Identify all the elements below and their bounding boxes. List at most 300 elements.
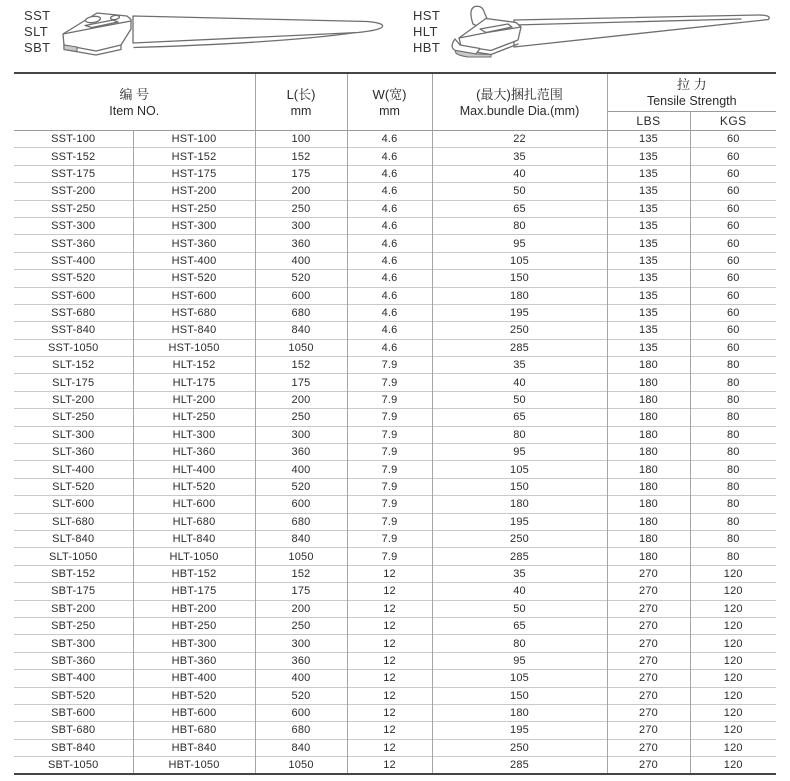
table-cell: HBT-175 (133, 583, 255, 600)
table-cell: SLT-1050 (14, 548, 133, 565)
product-code-labels-left (24, 8, 50, 56)
table-cell: SBT-175 (14, 583, 133, 600)
table-cell: 180 (607, 530, 690, 547)
table-cell: HLT-360 (133, 444, 255, 461)
table-cell: 270 (607, 617, 690, 634)
table-cell: 120 (690, 583, 776, 600)
table-cell: SBT-680 (14, 722, 133, 739)
table-row (14, 687, 776, 704)
table-cell: 135 (607, 252, 690, 269)
header-lbs: LBS (607, 112, 690, 131)
table-cell: 7.9 (347, 444, 432, 461)
table-cell: 200 (255, 391, 347, 408)
table-cell: SST-400 (14, 252, 133, 269)
table-cell: 12 (347, 565, 432, 582)
table-cell: 7.9 (347, 461, 432, 478)
table-cell: 95 (432, 235, 607, 252)
table-cell: 250 (255, 200, 347, 217)
table-cell: 200 (255, 600, 347, 617)
table-cell: 80 (432, 635, 607, 652)
table-cell: 22 (432, 131, 607, 148)
table-cell: HST-600 (133, 287, 255, 304)
table-cell: SST-520 (14, 270, 133, 287)
table-cell: 270 (607, 687, 690, 704)
table-cell: SLT-400 (14, 461, 133, 478)
table-cell: 135 (607, 131, 690, 148)
table-cell: 180 (607, 496, 690, 513)
table-cell: 1050 (255, 757, 347, 775)
table-cell: 180 (607, 426, 690, 443)
table-cell: 60 (690, 148, 776, 165)
table-cell: 50 (432, 183, 607, 200)
table-cell: SST-360 (14, 235, 133, 252)
table-cell: 180 (432, 287, 607, 304)
product-code-labels-right (413, 8, 440, 56)
table-cell: SBT-840 (14, 739, 133, 756)
table-cell: 180 (607, 461, 690, 478)
table-cell: 135 (607, 165, 690, 182)
table-cell: 120 (690, 757, 776, 775)
table-cell: 135 (607, 287, 690, 304)
table-cell: 12 (347, 757, 432, 775)
table-cell: 120 (690, 687, 776, 704)
table-cell: HST-400 (133, 252, 255, 269)
table-cell: HLT-400 (133, 461, 255, 478)
table-cell: 400 (255, 461, 347, 478)
table-row (14, 339, 776, 356)
table-cell: 270 (607, 565, 690, 582)
header-max-bundle-dia: (最大)捆扎范围 Max.bundle Dia.(mm) (432, 73, 607, 131)
table-cell: 7.9 (347, 426, 432, 443)
table-cell: 180 (607, 444, 690, 461)
table-cell: 360 (255, 444, 347, 461)
table-row (14, 757, 776, 775)
table-cell: 50 (432, 600, 607, 617)
table-cell: 7.9 (347, 357, 432, 374)
table-cell: 60 (690, 322, 776, 339)
table-cell: 7.9 (347, 374, 432, 391)
table-cell: 120 (690, 722, 776, 739)
table-cell: 4.6 (347, 287, 432, 304)
table-cell: 80 (690, 426, 776, 443)
table-cell: 95 (432, 444, 607, 461)
table-cell: SST-680 (14, 304, 133, 321)
table-cell: 40 (432, 374, 607, 391)
table-cell: 135 (607, 270, 690, 287)
table-cell: 40 (432, 165, 607, 182)
table-cell: HST-1050 (133, 339, 255, 356)
table-cell: 35 (432, 357, 607, 374)
table-cell: HLT-300 (133, 426, 255, 443)
table-cell: 120 (690, 565, 776, 582)
table-cell: 100 (255, 131, 347, 148)
table-row (14, 287, 776, 304)
table-cell: HBT-680 (133, 722, 255, 739)
table-cell: SST-840 (14, 322, 133, 339)
table-cell: 285 (432, 339, 607, 356)
table-row (14, 148, 776, 165)
table-cell: 4.6 (347, 183, 432, 200)
table-cell: HLT-600 (133, 496, 255, 513)
header-item-no: 编 号 Item NO. (14, 73, 255, 131)
table-cell: 60 (690, 270, 776, 287)
table-cell: HLT-840 (133, 530, 255, 547)
table-cell: 4.6 (347, 217, 432, 234)
table-row (14, 565, 776, 582)
table-cell: 105 (432, 670, 607, 687)
table-cell: 180 (607, 391, 690, 408)
table-cell: SST-200 (14, 183, 133, 200)
table-cell: 360 (255, 235, 347, 252)
table-cell: 80 (690, 444, 776, 461)
table-cell: 180 (607, 374, 690, 391)
table-cell: HST-175 (133, 165, 255, 182)
table-cell: 135 (607, 339, 690, 356)
table-cell: 12 (347, 583, 432, 600)
table-cell: HLT-1050 (133, 548, 255, 565)
table-row (14, 635, 776, 652)
spec-table (14, 72, 776, 775)
table-cell: 135 (607, 217, 690, 234)
table-row (14, 704, 776, 721)
table-cell: 180 (607, 513, 690, 530)
table-cell: HST-100 (133, 131, 255, 148)
table-cell: 80 (690, 513, 776, 530)
table-cell: 80 (690, 357, 776, 374)
table-cell: 840 (255, 322, 347, 339)
table-cell: HLT-175 (133, 374, 255, 391)
table-cell: 60 (690, 183, 776, 200)
table-cell: 250 (432, 739, 607, 756)
table-cell: SBT-300 (14, 635, 133, 652)
table-cell: 120 (690, 617, 776, 634)
table-cell: 65 (432, 200, 607, 217)
table-row (14, 496, 776, 513)
table-cell: 80 (690, 548, 776, 565)
table-cell: 150 (432, 478, 607, 495)
table-cell: HST-250 (133, 200, 255, 217)
table-cell: 65 (432, 409, 607, 426)
table-cell: 60 (690, 252, 776, 269)
table-cell: 7.9 (347, 478, 432, 495)
table-row (14, 409, 776, 426)
table-cell: 4.6 (347, 252, 432, 269)
table-cell: 40 (432, 583, 607, 600)
table-cell: 105 (432, 252, 607, 269)
table-cell: HBT-400 (133, 670, 255, 687)
table-cell: 180 (432, 704, 607, 721)
table-cell: 270 (607, 670, 690, 687)
table-cell: 120 (690, 704, 776, 721)
table-cell: HBT-360 (133, 652, 255, 669)
table-cell: 80 (690, 374, 776, 391)
table-cell: 180 (607, 478, 690, 495)
table-cell: SLT-680 (14, 513, 133, 530)
product-code-label: SLT (24, 24, 49, 39)
table-cell: SBT-250 (14, 617, 133, 634)
table-cell: 60 (690, 200, 776, 217)
table-cell: 600 (255, 496, 347, 513)
table-cell: HBT-840 (133, 739, 255, 756)
table-cell: 180 (607, 357, 690, 374)
table-row (14, 183, 776, 200)
table-cell: SBT-520 (14, 687, 133, 704)
table-row (14, 600, 776, 617)
table-row (14, 270, 776, 287)
table-cell: SBT-1050 (14, 757, 133, 775)
spec-table-header (14, 73, 776, 131)
table-cell: 270 (607, 722, 690, 739)
table-cell: SLT-300 (14, 426, 133, 443)
table-cell: 180 (432, 496, 607, 513)
table-cell: 80 (690, 409, 776, 426)
table-cell: SLT-840 (14, 530, 133, 547)
table-cell: 120 (690, 739, 776, 756)
table-row (14, 461, 776, 478)
table-cell: 60 (690, 217, 776, 234)
table-cell: 600 (255, 704, 347, 721)
table-row (14, 131, 776, 148)
table-cell: HST-200 (133, 183, 255, 200)
product-code-label: SBT (24, 40, 51, 55)
table-cell: HST-840 (133, 322, 255, 339)
table-cell: HBT-200 (133, 600, 255, 617)
spec-table-body (14, 131, 776, 775)
table-row (14, 322, 776, 339)
table-cell: SBT-360 (14, 652, 133, 669)
table-cell: 80 (690, 478, 776, 495)
table-cell: 80 (690, 496, 776, 513)
table-cell: HST-680 (133, 304, 255, 321)
table-cell: 120 (690, 652, 776, 669)
table-cell: 80 (690, 391, 776, 408)
table-cell: 680 (255, 722, 347, 739)
table-cell: 285 (432, 548, 607, 565)
table-cell: 4.6 (347, 165, 432, 182)
table-cell: SLT-175 (14, 374, 133, 391)
table-cell: SST-250 (14, 200, 133, 217)
table-cell: 4.6 (347, 322, 432, 339)
table-cell: 135 (607, 200, 690, 217)
table-cell: 60 (690, 235, 776, 252)
table-cell: 600 (255, 287, 347, 304)
table-cell: 135 (607, 183, 690, 200)
cable-tie-drawing-releasable (446, 2, 790, 64)
table-cell: 270 (607, 652, 690, 669)
table-cell: 7.9 (347, 513, 432, 530)
table-row (14, 426, 776, 443)
table-cell: 135 (607, 322, 690, 339)
table-row (14, 304, 776, 321)
table-cell: HBT-520 (133, 687, 255, 704)
header-length: L(长) mm (255, 73, 347, 131)
table-cell: 50 (432, 391, 607, 408)
table-cell: 12 (347, 704, 432, 721)
table-cell: 12 (347, 670, 432, 687)
table-cell: 120 (690, 635, 776, 652)
table-cell: SLT-360 (14, 444, 133, 461)
table-cell: 12 (347, 652, 432, 669)
table-cell: SST-100 (51, 133, 96, 146)
table-cell: SLT-200 (14, 391, 133, 408)
table-cell: HBT-600 (133, 704, 255, 721)
table-cell: 180 (607, 409, 690, 426)
table-row (14, 235, 776, 252)
table-cell: SBT-200 (14, 600, 133, 617)
table-cell: 12 (347, 687, 432, 704)
table-cell: 35 (432, 148, 607, 165)
table-row (14, 444, 776, 461)
product-code-label: HLT (413, 24, 438, 39)
header-tensile-strength: 拉 力 Tensile Strength (607, 73, 776, 112)
table-cell: 65 (432, 617, 607, 634)
table-cell: HST-152 (133, 148, 255, 165)
table-cell: 4.6 (347, 148, 432, 165)
table-cell: 360 (255, 652, 347, 669)
table-row (14, 583, 776, 600)
table-row (14, 670, 776, 687)
table-cell: HBT-1050 (133, 757, 255, 775)
cable-tie-drawing-ball-lock (55, 2, 400, 64)
table-row (14, 548, 776, 565)
table-row (14, 739, 776, 756)
table-cell: 300 (255, 635, 347, 652)
table-cell: 135 (607, 235, 690, 252)
table-row (14, 374, 776, 391)
table-cell: SLT-600 (14, 496, 133, 513)
table-cell: 400 (255, 252, 347, 269)
table-cell: SBT-400 (14, 670, 133, 687)
table-cell: 300 (255, 217, 347, 234)
table-cell: 175 (255, 374, 347, 391)
table-row (14, 217, 776, 234)
table-cell: HLT-250 (133, 409, 255, 426)
table-cell: 270 (607, 704, 690, 721)
table-cell: 4.6 (347, 131, 432, 148)
table-row (14, 165, 776, 182)
table-cell: 95 (432, 652, 607, 669)
table-cell: 175 (255, 583, 347, 600)
table-cell: 180 (607, 548, 690, 565)
table-cell: 270 (607, 583, 690, 600)
table-cell: 120 (690, 670, 776, 687)
table-row (14, 652, 776, 669)
table-cell: 7.9 (347, 496, 432, 513)
table-cell: 12 (347, 635, 432, 652)
table-cell: HLT-520 (133, 478, 255, 495)
table-cell: 152 (255, 357, 347, 374)
table-cell: 300 (255, 426, 347, 443)
table-cell: HBT-250 (133, 617, 255, 634)
table-cell: 250 (255, 409, 347, 426)
table-cell: SLT-152 (14, 357, 133, 374)
table-cell: 400 (255, 670, 347, 687)
table-cell: SST-1050 (14, 339, 133, 356)
table-cell: 60 (690, 339, 776, 356)
table-cell: SLT-250 (14, 409, 133, 426)
table-cell: 80 (432, 426, 607, 443)
table-row (14, 200, 776, 217)
table-cell: 152 (255, 148, 347, 165)
table-cell: 195 (432, 722, 607, 739)
table-cell: 520 (255, 687, 347, 704)
table-cell: 4.6 (347, 235, 432, 252)
header-width: W(宽) mm (347, 73, 432, 131)
table-cell: SLT-520 (14, 478, 133, 495)
table-cell: 60 (690, 165, 776, 182)
header-kgs: KGS (690, 112, 776, 131)
table-cell: 12 (347, 722, 432, 739)
table-cell: SST-175 (14, 165, 133, 182)
table-cell: 150 (432, 270, 607, 287)
table-cell: 195 (432, 513, 607, 530)
table-row (14, 252, 776, 269)
table-cell: 4.6 (347, 200, 432, 217)
table-cell: SBT-152 (14, 565, 133, 582)
table-cell: 285 (432, 757, 607, 775)
table-cell: HLT-200 (133, 391, 255, 408)
table-cell: 60 (690, 287, 776, 304)
table-cell: 12 (347, 739, 432, 756)
table-cell: SST-600 (14, 287, 133, 304)
table-cell: 12 (347, 617, 432, 634)
table-cell: 12 (347, 600, 432, 617)
table-cell: 250 (432, 322, 607, 339)
table-cell: 200 (255, 183, 347, 200)
table-cell: 152 (255, 565, 347, 582)
table-cell: 7.9 (347, 391, 432, 408)
table-row (14, 357, 776, 374)
table-cell: 270 (607, 757, 690, 775)
table-row (14, 617, 776, 634)
table-cell: 270 (607, 739, 690, 756)
table-cell: SST-300 (14, 217, 133, 234)
table-cell: 4.6 (347, 270, 432, 287)
table-cell: HST-360 (133, 235, 255, 252)
table-cell: SST-152 (14, 148, 133, 165)
table-cell: HLT-680 (133, 513, 255, 530)
table-cell: 250 (255, 617, 347, 634)
product-code-label: HBT (413, 40, 441, 55)
table-cell: 4.6 (347, 339, 432, 356)
table-cell: HBT-300 (133, 635, 255, 652)
table-cell: 80 (690, 530, 776, 547)
table-cell: 135 (607, 304, 690, 321)
table-cell: 270 (607, 600, 690, 617)
table-cell: 105 (432, 461, 607, 478)
table-cell: HLT-152 (133, 357, 255, 374)
table-row (14, 478, 776, 495)
product-code-label: HST (413, 8, 441, 23)
table-cell: 840 (255, 739, 347, 756)
table-cell: 195 (432, 304, 607, 321)
table-cell: HST-300 (133, 217, 255, 234)
product-code-label: SST (24, 8, 51, 23)
table-cell: 520 (255, 270, 347, 287)
table-cell: HST-520 (133, 270, 255, 287)
table-cell: 840 (255, 530, 347, 547)
table-cell: 135 (607, 148, 690, 165)
table-cell: 7.9 (347, 530, 432, 547)
table-cell: 4.6 (347, 304, 432, 321)
table-cell: 35 (432, 565, 607, 582)
table-cell: 250 (432, 530, 607, 547)
table-cell: 60 (690, 131, 776, 148)
table-cell: 270 (607, 635, 690, 652)
table-cell: 680 (255, 304, 347, 321)
table-cell: 1050 (255, 339, 347, 356)
table-row (14, 530, 776, 547)
